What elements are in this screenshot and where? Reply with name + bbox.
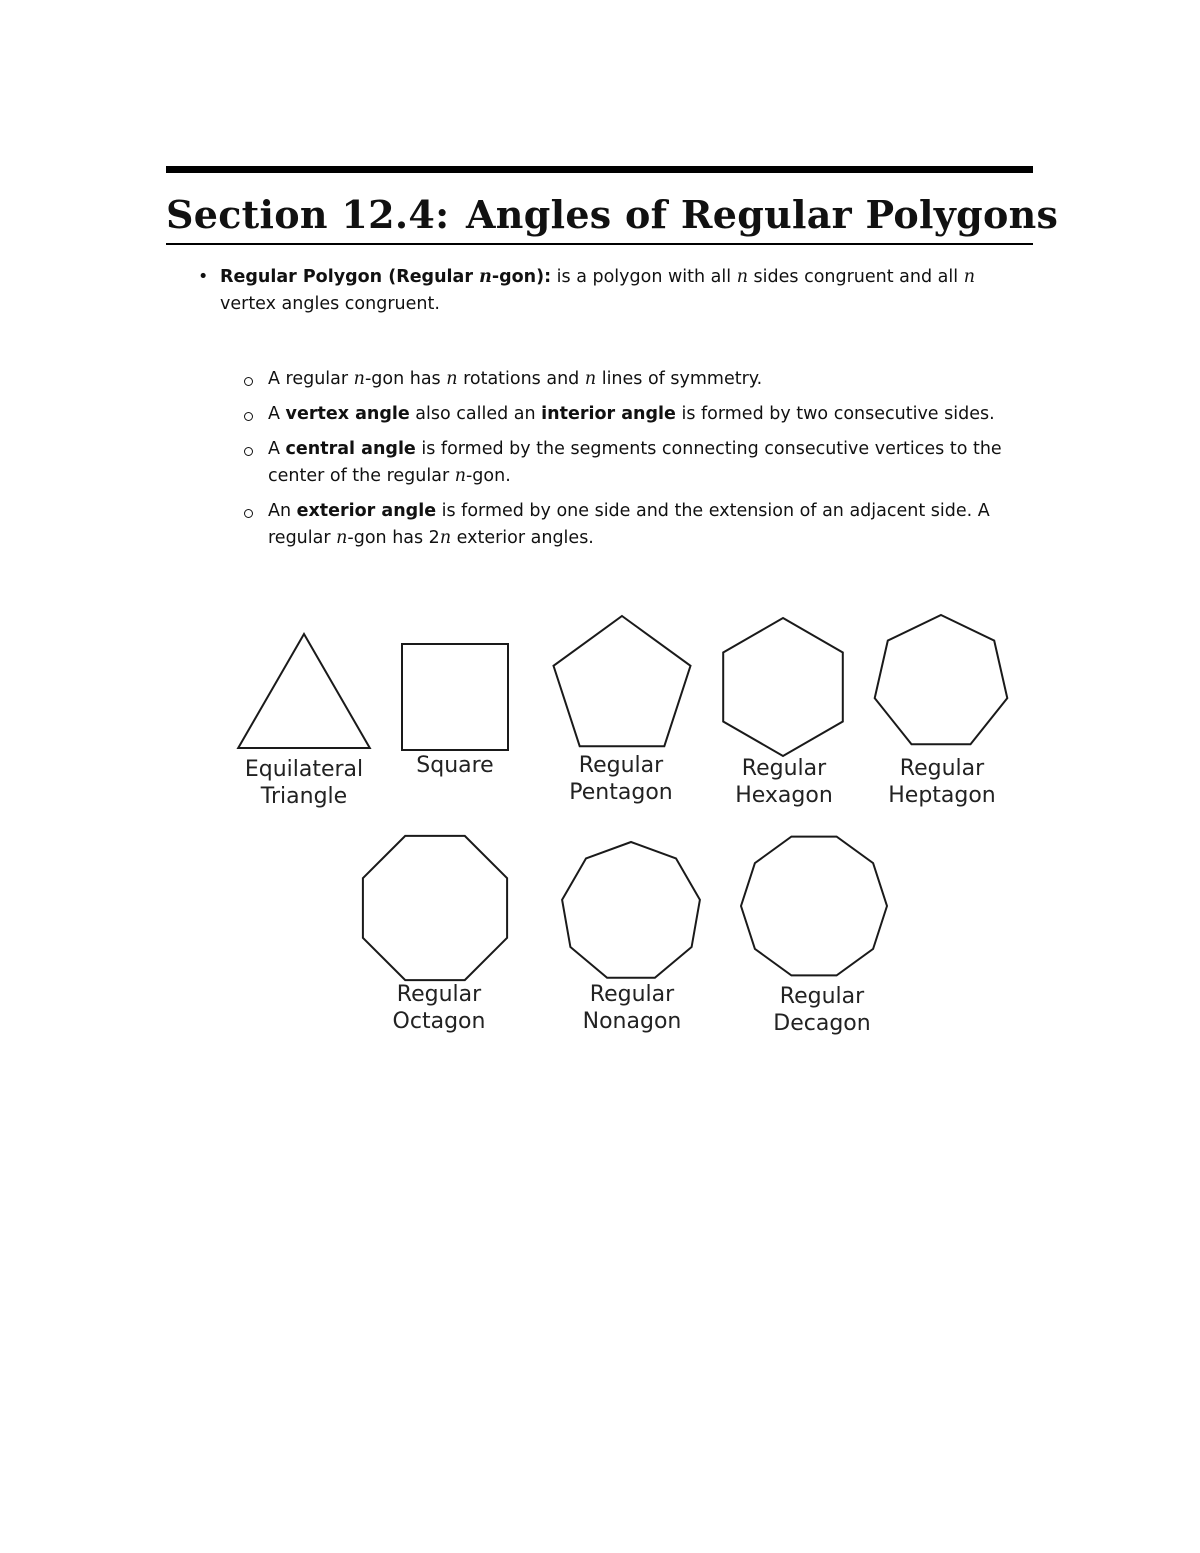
polygon-shape-8 bbox=[363, 836, 507, 980]
definition-term bbox=[220, 267, 551, 287]
key-term: vertex angle bbox=[285, 404, 410, 424]
definition-text-3: vertex angles congruent. bbox=[220, 294, 440, 314]
polygon-shape-9 bbox=[562, 842, 700, 978]
property-text: rotations and bbox=[457, 369, 585, 389]
section-heading bbox=[166, 192, 1059, 237]
polygon-label bbox=[375, 752, 535, 779]
polygon-label-line-1: Equilateral bbox=[244, 757, 364, 782]
polygon-label-line-2: Triangle bbox=[260, 784, 348, 809]
polygon-shape-3 bbox=[238, 634, 370, 748]
circle-bullet-icon bbox=[244, 412, 253, 421]
math-variable: n bbox=[336, 528, 348, 548]
polygon-label-line-1: Regular bbox=[589, 982, 675, 1007]
math-variable: n bbox=[439, 528, 452, 548]
polygon-label bbox=[704, 755, 864, 809]
property-text: -gon has 2 bbox=[347, 528, 440, 548]
polygon-label-line-2: Heptagon bbox=[888, 783, 996, 808]
section-title: Angles of Regular Polygons bbox=[466, 192, 1059, 237]
polygon-label bbox=[862, 755, 1022, 809]
math-variable: n bbox=[454, 466, 466, 486]
title-underline bbox=[166, 243, 1033, 245]
polygon-label bbox=[742, 983, 902, 1037]
circle-bullet-icon bbox=[244, 377, 253, 386]
property-text: A regular bbox=[268, 369, 354, 389]
definition-text-2: sides congruent and all bbox=[747, 267, 964, 287]
property-text: -gon has bbox=[364, 369, 447, 389]
key-term: exterior angle bbox=[296, 501, 437, 521]
definition-var-1: n bbox=[736, 267, 748, 287]
polygon-label-line-1: Regular bbox=[578, 753, 664, 778]
polygon-shape-5 bbox=[554, 616, 691, 746]
polygon-label-line-2: Hexagon bbox=[735, 783, 833, 808]
property-item bbox=[244, 498, 1034, 552]
top-rule bbox=[166, 166, 1033, 173]
math-variable: n bbox=[584, 369, 597, 389]
polygon-label-line-2: Pentagon bbox=[569, 780, 673, 805]
property-text: An bbox=[268, 501, 297, 521]
definition-text-1: is a polygon with all bbox=[551, 267, 737, 287]
polygon-label bbox=[541, 752, 701, 806]
property-text: lines of symmetry. bbox=[596, 369, 763, 389]
polygon-label-line-1: Regular bbox=[396, 982, 482, 1007]
term-variable: n bbox=[479, 267, 492, 287]
polygon-label bbox=[224, 756, 384, 810]
definition-var-2: n bbox=[963, 267, 975, 287]
term-prefix: Regular Polygon (Regular bbox=[220, 267, 480, 287]
math-variable: n bbox=[446, 369, 458, 389]
polygon-label-line-1: Regular bbox=[899, 756, 985, 781]
circle-bullet-icon bbox=[244, 447, 253, 456]
property-text: exterior angles. bbox=[451, 528, 594, 548]
polygon-shape-4 bbox=[402, 644, 508, 750]
polygon-shape-10 bbox=[741, 837, 887, 976]
math-variable: n bbox=[353, 369, 365, 389]
property-item bbox=[244, 366, 1034, 393]
property-item bbox=[244, 436, 1034, 490]
definition-text bbox=[220, 264, 1034, 318]
key-term: central angle bbox=[285, 439, 416, 459]
property-text: is formed by the segments connecting consecutive vertices to the center of the regular bbox=[268, 439, 1002, 486]
property-text: -gon. bbox=[465, 466, 511, 486]
polygons-figure bbox=[232, 604, 1016, 1040]
polygon-label-line-2: Decagon bbox=[773, 1011, 871, 1036]
polygons-drawing bbox=[232, 604, 1016, 1040]
section-number: Section 12.4: bbox=[166, 192, 450, 237]
circle-bullet-icon bbox=[244, 509, 253, 518]
polygon-label-line-2: Nonagon bbox=[582, 1009, 682, 1034]
property-text: also called an bbox=[409, 404, 542, 424]
polygon-shape-6 bbox=[723, 618, 843, 756]
bullet-icon: • bbox=[198, 267, 209, 287]
polygon-label bbox=[552, 981, 712, 1035]
polygon-label bbox=[359, 981, 519, 1035]
polygon-label-line-1: Regular bbox=[741, 756, 827, 781]
polygon-label-line-1: Square bbox=[416, 753, 494, 778]
term-suffix: -gon): bbox=[491, 267, 552, 287]
polygon-label-line-1: Regular bbox=[779, 984, 865, 1009]
key-term: interior angle bbox=[541, 404, 676, 424]
property-text: A bbox=[268, 439, 286, 459]
properties-list bbox=[244, 366, 1034, 560]
property-item bbox=[244, 401, 1034, 428]
polygon-label-line-2: Octagon bbox=[392, 1009, 486, 1034]
property-text: is formed by one side and the extension of an adjacent side. A regular bbox=[268, 501, 990, 548]
property-text: A bbox=[268, 404, 286, 424]
property-text: is formed by two consecutive sides. bbox=[675, 404, 995, 424]
polygon-shape-7 bbox=[875, 615, 1008, 744]
definition-item bbox=[198, 264, 1034, 318]
